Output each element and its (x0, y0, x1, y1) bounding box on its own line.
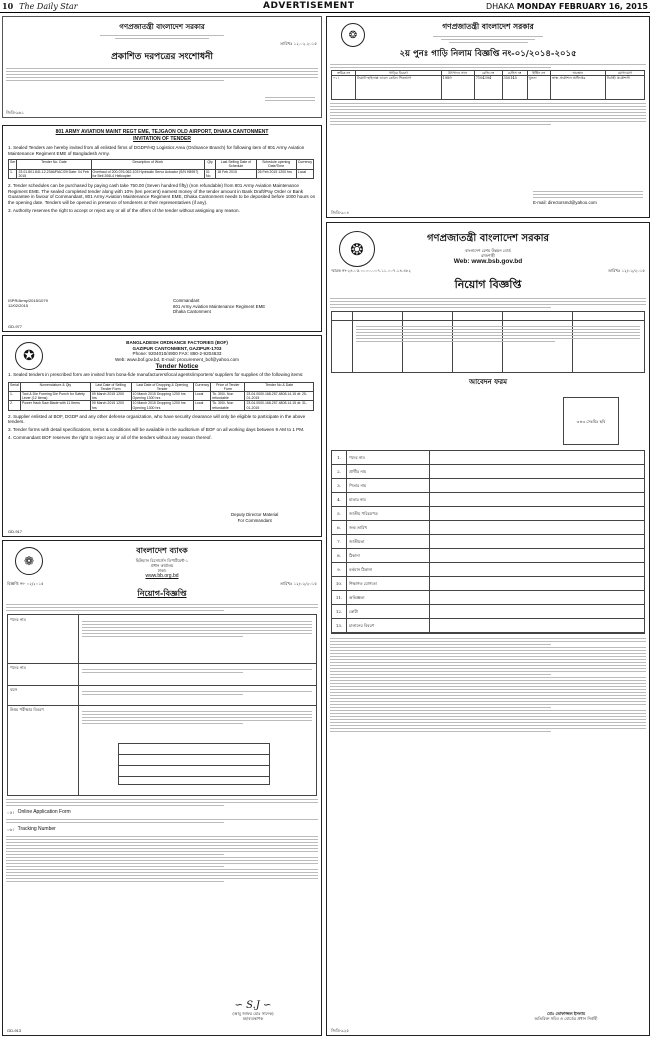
table-cell: 23.01.801.841.12.2346/RAC/09 Date: 04 Feb 2015 (17, 169, 91, 178)
table-header-cell: অবস্থান (550, 71, 605, 76)
table-header-cell: Tender No & Date (245, 382, 314, 391)
table-header-cell: উৎপাদন সাল (441, 71, 474, 76)
form-title: আবেদন ফরম (468, 377, 508, 386)
ad-para-1: 1. Sealed tenders in prescribed form are invited from bona-fide manufacturers/local agents/importers/ suppliers for supplies of the following items: (8, 371, 304, 377)
table-cell: 2. (9, 401, 21, 410)
ad-bof-tender (2, 335, 322, 537)
form-field-value[interactable] (430, 619, 644, 632)
ad-vehicle-auction (326, 16, 650, 218)
table-header-cell: Schedule opening Date/Time (256, 160, 296, 169)
form-row (332, 577, 644, 591)
table-header-cell: Last Date of Selling Tender Form (90, 382, 131, 391)
ad-tender-amendment (2, 16, 322, 118)
form-field-value[interactable] (430, 591, 644, 604)
table-cell: টয়োটা-হাইলাক্স ডাবল কেবিন পিকআপ (356, 76, 442, 100)
form-field-label: জাতীয়তা (347, 535, 430, 548)
table-cell: Tk. 300/- Non refundable (211, 401, 245, 410)
ad-heading: প্রকাশিত দরপত্রের সংশোধনী (111, 52, 213, 62)
form-field-label: পদের নাম (347, 451, 430, 464)
auction-table (331, 70, 645, 100)
table-cell: Local (193, 401, 210, 410)
form-field-value[interactable] (430, 479, 644, 492)
govt-logo: ❂ (339, 231, 375, 267)
row-label: পদের নাম (10, 665, 26, 670)
form-row (332, 507, 644, 521)
form-field-value[interactable] (430, 549, 644, 562)
table-header-cell: ক্রমিক নং (332, 71, 356, 76)
page-header (0, 0, 650, 13)
form-field-label: প্রার্থীর নাম (347, 465, 430, 478)
table-header-cell: Last Date of Dropping & Opening Tender (131, 382, 193, 391)
tracking-number-label: Tracking Number (17, 826, 56, 832)
table-cell: 1. (9, 391, 21, 400)
signatory-location: Dhaka Cantonment (173, 309, 211, 315)
issue-date: DHAKA MONDAY FEBRUARY 16, 2015 (485, 1, 648, 11)
bank-web: www.bb.org.bd (145, 573, 179, 579)
ad-code: GD-977 (8, 324, 23, 329)
govt-logo: ❂ (341, 23, 365, 47)
form-field-value[interactable] (430, 563, 644, 576)
ad-title: গণপ্রজাতন্ত্রী বাংলাদেশ সরকার (119, 22, 205, 31)
tender-table (8, 159, 314, 179)
row-label: উত্তম পরীক্ষার বিবরণ (10, 707, 44, 712)
ad-ref: স্মারক নং-২৪.০৫.০০০০.০০৭.১১.০০৭.১৪.৪৮২ (331, 268, 411, 273)
post-table (331, 311, 645, 373)
online-form-label: Online Application Form (17, 809, 71, 815)
table-header-cell: Last Selling Date of Schedule (216, 160, 256, 169)
table-cell: 350145 (502, 76, 527, 100)
signatory-title: অতিরিক্ত সচিব ও বোর্ডের প্রধান নির্বাহী (534, 1016, 598, 1021)
ad-code: GD-913 (7, 1028, 22, 1033)
table-cell: 23.04.0000.168.257.4808.14.15 dt: 31-01-2015 (245, 401, 314, 410)
form-row-number: 2. (332, 465, 347, 478)
ad-code: জিডি-৯২৫ (331, 1028, 349, 1033)
form-row (332, 465, 644, 479)
ad-subtitle: INVITATION OF TENDER (133, 136, 191, 142)
ad-title: গণপ্রজাতন্ত্রী বাংলাদেশ সরকার (427, 233, 549, 244)
bank-city: ঢাকা। (157, 568, 167, 573)
ad-para-4: 4. Commandant BOF reserves the right to reject any or all of the tenders without any reason thereof. (8, 434, 212, 440)
section-title: ADVERTISEMENT (263, 1, 355, 11)
signatory: (আবু জাফর মোঃ সাদেক) (232, 1011, 274, 1016)
tender-table (8, 382, 314, 411)
table-header-cell: Qty (204, 160, 215, 169)
table-cell: Overhaul of 200-076-062-103 Hydraulic Servo Actuator (S/N H8957) for Bell 206L4 Helicopter (91, 169, 204, 178)
ad-date: তারিখঃ ১২/০২/২০১৫ (279, 581, 317, 586)
table-header-cell: ইঞ্জিন নং (527, 71, 550, 76)
form-row-number: 7. (332, 535, 347, 548)
ad-title: গণপ্রজাতন্ত্রী বাংলাদেশ সরকার (442, 22, 534, 31)
photo-box: ৩×৩ সেঃমিঃ ছবি (563, 397, 619, 445)
table-cell: নির্বাহী প্রকৌশলী (605, 76, 644, 100)
ad-ref: বিজ্ঞপ্তি নং- ০২/২০১৫ (7, 581, 44, 586)
form-field-value[interactable] (430, 507, 644, 520)
form-row-number: 6. (332, 521, 347, 534)
form-field-label: পিতার নাম (347, 479, 430, 492)
form-row-number: 9. (332, 563, 347, 576)
signatory-unit: 801 Army Aviation Maintenance Regiment EME (173, 303, 266, 309)
table-header-cell: Description of Work (91, 160, 204, 169)
org-address: GAZIPUR CANTONMENT, GAZIPUR-1703 (132, 345, 222, 351)
ad-code: জিডি-৯০৪ (331, 210, 349, 215)
page-number: 10 (2, 1, 14, 11)
form-row-number: 11. (332, 591, 347, 604)
notice-title: Tender Notice (155, 363, 199, 371)
bangladesh-bank-logo: ❁ (15, 547, 43, 575)
form-field-value[interactable] (430, 451, 644, 464)
form-field-label: বর্তমান ঠিকানা (347, 563, 430, 576)
ad-para-1: 1. Sealed Tenders are hereby invited from all enlisted firms of DGDP/HQ Logistics Area (Ordnance Branch) for following item of 801 Army Aviation Maintenance Regiment EME of Bangladesh Army. (8, 145, 305, 156)
table-cell: খুলনা (527, 76, 550, 100)
row-label: পদের নাম (10, 617, 26, 622)
signatory-title: মহাব্যবস্থাপক (242, 1016, 264, 1021)
org-name: BANGLADESH ORDNANCE FACTORIES (BOF) (126, 340, 228, 345)
table-header-cell: যোগাযোগ (605, 71, 644, 76)
table-cell: Tool & Die Forming Die Punch for Safety Lever (12 Items) (20, 391, 90, 400)
application-form (331, 450, 645, 634)
form-row-number: 4. (332, 493, 347, 506)
table-cell: 10 March 2015 Dropping 1200 hrs Opening 1300 hrs (131, 391, 193, 400)
form-field-value[interactable] (430, 577, 644, 590)
form-field-label: চালানের বিবরণ (347, 619, 430, 632)
form-row-number: 1. (332, 451, 347, 464)
ad-ref: ISPR/Army/2015/1079 12/02/2015 (8, 298, 48, 308)
table-cell: Tk. 300/- Non refundable (211, 391, 245, 400)
table-cell: 10 March 2015 Dropping 1200 hrs Opening 1300 hrs (131, 401, 193, 410)
signatory: মোঃ তোফাজ্জল ইসলাম (546, 1011, 586, 1016)
contact-email: E-mail: directorsmd@yahoo.com (533, 200, 597, 205)
table-cell: স্বাস্থ্য প্রকৌশল অধিদপ্তর (550, 76, 605, 100)
org-web: Web: www.bsb.gov.bd (453, 258, 523, 265)
form-field-label: কোটা (347, 605, 430, 618)
table-cell: 23.04.0000.168.257.4808.14.15 dt: 25-01-2015 (245, 391, 314, 400)
form-row-number: 13. (332, 619, 347, 632)
form-row (332, 619, 644, 633)
form-row (332, 521, 644, 535)
form-row (332, 493, 644, 507)
ad-para-2: 2. Tender schedules can be purchased by paying cash take 750.00 (Seven hundred fifty) (non refundable) from 801 Army Aviation Maintenance Regiment EME. The sealed completed tender along with 10% (ten percent) earnest money of the tender amount in Bank Draft/Pay Order or Bank Guarantee in favour of Commandant, 801 Army Aviation Maintenance Regiment EME, Dhaka Cantonment needs to be deposited before 1000 hours on the opening date. Tenders will be opened in presence of tenderers or their representatives (if any). (8, 183, 316, 205)
ad-title: 801 ARMY AVIATION MAINT REGT EME, TEJGAON OLD AIRPORT, DHAKA CANTONMENT (55, 129, 269, 135)
table-header-cell: Nomenclature & Qty (20, 382, 90, 391)
form-row (332, 549, 644, 563)
form-row (332, 451, 644, 465)
form-row-number: 10. (332, 577, 347, 590)
form-row (332, 605, 644, 619)
table-header-cell: Price of Tender Form (211, 382, 245, 391)
table-cell: Local (193, 391, 210, 400)
form-field-label: জাতীয় পরিচয়পত্র (347, 507, 430, 520)
ad-code: GD-917 (8, 529, 23, 534)
form-field-value[interactable] (430, 521, 644, 534)
table-header-cell: Currency (193, 382, 210, 391)
table-cell: Local (296, 169, 313, 178)
bank-title: বাংলাদেশ ব্যাংক (136, 545, 188, 555)
ad-para-2: 2. Supplier enlisted at BOF, DGDP and any other defense organization, who have security clearance will only be eligible to participate in the above tenders. (8, 413, 306, 425)
table-header-cell: Serial (9, 382, 21, 391)
form-row-number: 3. (332, 479, 347, 492)
table-header-cell: Currency (296, 160, 313, 169)
form-row-number: 12. (332, 605, 347, 618)
ad-para-3: 3. Tender forms with detail specifications, terms & conditions will be available in the auditorium of BOF on all working days between 9 AM to 1 PM. (8, 426, 305, 432)
ad-silk-board-recruitment (326, 222, 650, 1036)
table-header-cell: রেজি নং (474, 71, 502, 76)
paper-name: The Daily Star (19, 1, 78, 11)
ad-ref: তারিখঃ ১২.০২.২০১৫ (280, 41, 317, 46)
row-label: বয়স (10, 687, 18, 692)
form-field-value[interactable] (430, 605, 644, 618)
form-field-label: ঠিকানা (347, 549, 430, 562)
org-phone: Phone: 9204010/4900 FAX: 880-2-9204633 (132, 351, 222, 357)
org-web: Web: www.bof.gov.bd, E-mail: procurement_bof@yahoo.com (115, 356, 239, 362)
table-cell: 1. (9, 169, 17, 178)
signatory: Deputy Director Material (231, 512, 279, 517)
job-details-table (7, 614, 317, 796)
table-header-cell: Ser (9, 160, 17, 169)
ad-bangladesh-bank-recruitment: ❁ বাংলাদেশ ব্যাংক হিউম্যান রিসোর্সেস ডিপার্টমেন্ট-১ প্রধান কার্যালয় ঢাকা। www.bb.org.bd বিজ্ঞপ্তি নং- ০২/২০১৫ তারিখঃ ১২/০২/২০১৫ নিয়োগ-বিজ্ঞপ্তি পদের নাম পদের নাম বয়স উত্তম পরীক্ষার বিবরণ ০৫। Online Application Form ০৬। Tracking Number ∽ S.J ∽ (আবু জাফর মোঃ সাদেক) মহাব্যবস্থাপক GD-913 (2, 540, 322, 1036)
signatory: Commandant (173, 298, 200, 303)
form-row-number: 5. (332, 507, 347, 520)
form-row (332, 591, 644, 605)
org-name: বাংলাদেশ রেশম উন্নয়ন বোর্ড (465, 248, 511, 253)
table-header-cell: গাড়ির বিবরণ (356, 71, 442, 76)
bank-dept: হিউম্যান রিসোর্সেস ডিপার্টমেন্ট-১ (135, 558, 189, 563)
ad-code: জিডি-৯৬১ (6, 110, 24, 115)
ad-heading: নিয়োগ-বিজ্ঞপ্তি (137, 588, 187, 598)
table-cell: 01 No (204, 169, 215, 178)
form-field-label: মাতার নাম (347, 493, 430, 506)
table-cell: Power Hack Saw Blade with 11 Items (20, 401, 90, 410)
form-field-value[interactable] (430, 465, 644, 478)
ad-heading: নিয়োগ বিজ্ঞপ্তি (454, 278, 522, 291)
form-row (332, 563, 644, 577)
form-row (332, 535, 644, 549)
bank-office: প্রধান কার্যালয় (150, 563, 174, 568)
table-cell: 26 Feb 2015 1200 hrs (256, 169, 296, 178)
ad-date: তারিখঃ ১২/০২/২০১৫ (607, 268, 645, 273)
ad-army-aviation-tender (2, 125, 322, 332)
table-cell: ০১। (332, 76, 356, 100)
table-cell: 18 Feb 2015 (216, 169, 256, 178)
form-row-number: 8. (332, 549, 347, 562)
table-header-cell: Tender No. Date (17, 160, 91, 169)
form-field-value[interactable] (430, 493, 644, 506)
signatory-for: For Commandant (237, 517, 272, 523)
bof-logo: ✪ (15, 342, 43, 370)
form-field-label: অভিজ্ঞতা (347, 591, 430, 604)
table-cell: 09 March 2015 1200 hrs (90, 401, 131, 410)
signature: ∽ S.J ∽ (234, 1000, 272, 1011)
table-cell: 7104394 (474, 76, 502, 100)
ad-heading: ২য় পুনঃ গাড়ি নিলাম বিজ্ঞপ্তি নং-০১/২০১৪-২০১৫ (399, 49, 577, 59)
table-cell: 1989 (441, 76, 474, 100)
table-cell: 09 March 2015 1200 hrs (90, 391, 131, 400)
table-header-cell: চেসিস নং (502, 71, 527, 76)
form-field-label: শিক্ষাগত যোগ্যতা (347, 577, 430, 590)
form-field-label: জন্ম তারিখ (347, 521, 430, 534)
org-city: রাজশাহী (481, 253, 495, 258)
ad-para-3: 3. Authority reserves the right to accept or reject any or all of the offers of the tender without assigning any reason. (8, 208, 240, 214)
form-row (332, 479, 644, 493)
form-field-value[interactable] (430, 535, 644, 548)
